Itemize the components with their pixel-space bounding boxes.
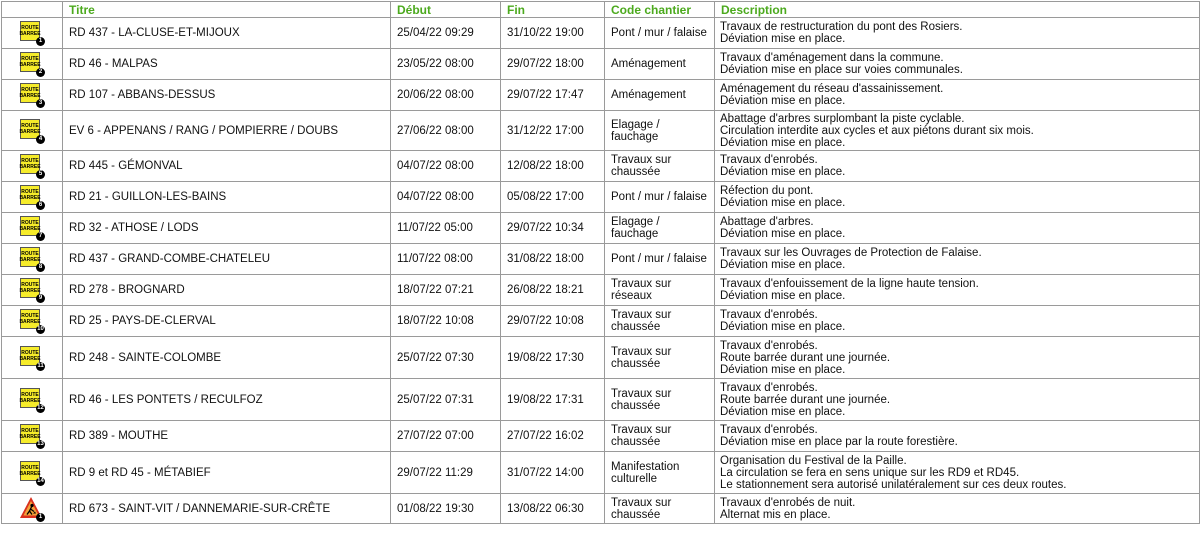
sign-line-1: ROUTE [21,391,39,398]
sign-number-badge: 7 [36,232,45,241]
row-end-date: 27/07/22 16:02 [501,421,605,452]
row-work-code: Travaux sur chaussée [605,306,715,337]
sign-number-badge: 14 [37,477,44,484]
header-title[interactable]: Titre [63,2,391,18]
row-icon-cell [2,18,63,49]
row-title: RD 437 - GRAND-COMBE-CHATELEU [63,244,391,275]
route-barree-sign-icon [19,118,45,144]
sign-number-badge: 6 [36,201,45,210]
row-description: Travaux de restructuration du pont des Rosiers. Déviation mise en place. [715,18,1200,49]
sign-line-1: ROUTE [21,282,39,288]
row-work-code: Aménagement [605,80,715,111]
row-end-date: 29/07/22 10:08 [501,306,605,337]
row-start-date: 23/05/22 08:00 [391,49,501,80]
sign-line-2: BARREE [19,434,41,440]
sign-number-badge: 1 [36,513,45,522]
row-work-code: Travaux sur chaussée [605,379,715,421]
row-work-code: Aménagement [605,49,715,80]
row-description: Travaux d'enrobés de nuit. Alternat mis en place. [715,494,1200,524]
row-end-date: 31/07/22 14:00 [501,452,605,494]
row-work-code: Manifestation culturelle [605,452,715,494]
table-body [2,18,1200,524]
row-title: EV 6 - APPENANS / RANG / POMPIERRE / DOUBS [63,111,391,151]
row-description: Travaux d'enrobés. Route barrée durant une journée. Déviation mise en place. [715,337,1200,379]
row-icon-cell [2,213,63,244]
roadworks-table [1,1,1200,524]
table-row[interactable] [2,421,1200,452]
sign-line-1: ROUTE [21,122,39,129]
row-icon-cell [2,275,63,306]
route-barree-sign-icon [19,153,45,179]
sign-line-2: BARREE [19,397,41,404]
row-title: RD 445 - GÉMONVAL [63,151,391,182]
route-barree-sign-icon [19,184,45,210]
row-work-code: Elagage / fauchage [605,213,715,244]
sign-number-badge: 9 [36,294,45,303]
row-title: RD 21 - GUILLON-LES-BAINS [63,182,391,213]
row-end-date: 12/08/22 18:00 [501,151,605,182]
row-start-date: 29/07/22 11:29 [391,452,501,494]
row-icon-cell [2,151,63,182]
header-start[interactable]: Début [391,2,501,18]
row-end-date: 31/10/22 19:00 [501,18,605,49]
row-start-date: 25/07/22 07:30 [391,337,501,379]
row-start-date: 27/07/22 07:00 [391,421,501,452]
row-start-date: 01/08/22 19:30 [391,494,501,524]
row-icon-cell [2,379,63,421]
row-title: RD 437 - LA-CLUSE-ET-MIJOUX [63,18,391,49]
row-work-code: Pont / mur / falaise [605,244,715,275]
row-description: Travaux d'enrobés. Déviation mise en place. [715,306,1200,337]
row-icon-cell [2,80,63,111]
row-description: Travaux sur les Ouvrages de Protection de Falaise. Déviation mise en place. [715,244,1200,275]
sign-number-badge: 2 [36,68,45,77]
row-description: Organisation du Festival de la Paille. La circulation se fera en sens unique sur les RD9 et RD45. Le stationnement sera autorisé unilatéralement sur ces deux routes. [715,452,1200,494]
row-title: RD 9 et RD 45 - MÉTABIEF [63,452,391,494]
sign-number-badge: 5 [36,170,45,179]
row-description: Travaux d'enrobés. Déviation mise en place par la route forestière. [715,421,1200,452]
sign-line-1: ROUTE [21,428,39,434]
row-work-code: Travaux sur chaussée [605,337,715,379]
route-barree-sign-icon [19,345,45,371]
sign-number-badge: 11 [37,362,44,369]
row-icon-cell [2,244,63,275]
sign-line-2: BARREE [19,31,41,37]
table-header [2,2,1200,18]
row-description: Travaux d'enfouissement de la ligne haute tension. Déviation mise en place. [715,275,1200,306]
sign-line-2: BARREE [19,226,41,232]
sign-line-2: BARREE [19,93,41,99]
sign-number-badge: 3 [36,99,45,108]
row-end-date: 29/07/22 18:00 [501,49,605,80]
sign-line-2: BARREE [19,128,41,135]
row-work-code: Elagage / fauchage [605,111,715,151]
table-row[interactable] [2,494,1200,524]
sign-line-1: ROUTE [21,251,39,257]
row-end-date: 19/08/22 17:30 [501,337,605,379]
route-barree-sign-icon [19,246,45,272]
table-row[interactable] [2,80,1200,111]
sign-number-badge: 10 [37,326,44,332]
sign-number-badge: 13 [37,441,44,447]
route-barree-sign-icon [19,82,45,108]
sign-line-2: BARREE [19,164,41,170]
route-barree-sign-icon [19,308,45,334]
row-start-date: 18/07/22 10:08 [391,306,501,337]
header-description[interactable]: Description [715,2,1200,18]
row-end-date: 31/12/22 17:00 [501,111,605,151]
row-start-date: 20/06/22 08:00 [391,80,501,111]
roadworks-warning-icon [19,496,45,522]
row-work-code: Pont / mur / falaise [605,182,715,213]
row-description: Travaux d'aménagement dans la commune. Déviation mise en place sur voies communales. [715,49,1200,80]
row-title: RD 389 - MOUTHE [63,421,391,452]
header-end[interactable]: Fin [501,2,605,18]
sign-line-2: BARREE [19,62,41,68]
table-row[interactable] [2,182,1200,213]
row-title: RD 32 - ATHOSE / LODS [63,213,391,244]
row-icon-cell [2,111,63,151]
row-start-date: 27/06/22 08:00 [391,111,501,151]
sign-line-1: ROUTE [21,189,39,195]
row-title: RD 278 - BROGNARD [63,275,391,306]
sign-line-2: BARREE [19,470,41,477]
sign-number-badge: 1 [36,37,45,46]
row-icon-cell [2,337,63,379]
row-description: Travaux d'enrobés. Route barrée durant une journée. Déviation mise en place. [715,379,1200,421]
route-barree-sign-icon [19,51,45,77]
row-icon-cell [2,306,63,337]
row-icon-cell [2,182,63,213]
row-title: RD 46 - LES PONTETS / RECULFOZ [63,379,391,421]
row-icon-cell [2,49,63,80]
table-row[interactable] [2,18,1200,49]
row-end-date: 29/07/22 17:47 [501,80,605,111]
row-end-date: 26/08/22 18:21 [501,275,605,306]
route-barree-sign-icon [19,423,45,449]
route-barree-sign-icon [19,20,45,46]
route-barree-sign-icon [19,215,45,241]
sign-line-1: ROUTE [21,313,39,319]
sign-line-1: ROUTE [21,349,39,356]
table-row[interactable] [2,337,1200,379]
row-title: RD 107 - ABBANS-DESSUS [63,80,391,111]
route-barree-sign-icon [19,387,45,413]
table-row[interactable] [2,244,1200,275]
row-work-code: Travaux sur chaussée [605,421,715,452]
table-row[interactable] [2,49,1200,80]
sign-line-1: ROUTE [21,464,39,471]
row-work-code: Travaux sur chaussée [605,151,715,182]
sign-line-1: ROUTE [21,56,39,62]
header-row [2,2,1200,18]
sign-line-2: BARREE [19,319,41,325]
row-end-date: 31/08/22 18:00 [501,244,605,275]
row-end-date: 19/08/22 17:31 [501,379,605,421]
row-title: RD 248 - SAINTE-COLOMBE [63,337,391,379]
sign-line-1: ROUTE [21,87,39,93]
sign-line-2: BARREE [19,195,41,201]
row-title: RD 46 - MALPAS [63,49,391,80]
route-barree-sign-icon [19,460,45,486]
sign-line-1: ROUTE [21,220,39,226]
route-barree-sign-icon [19,277,45,303]
row-work-code: Pont / mur / falaise [605,18,715,49]
row-end-date: 13/08/22 06:30 [501,494,605,524]
row-start-date: 11/07/22 08:00 [391,244,501,275]
sign-line-1: ROUTE [21,25,39,31]
sign-line-1: ROUTE [21,158,39,164]
row-description: Aménagement du réseau d'assainissement. Déviation mise en place. [715,80,1200,111]
table-row[interactable] [2,151,1200,182]
row-description: Travaux d'enrobés. Déviation mise en place. [715,151,1200,182]
row-icon-cell [2,421,63,452]
sign-number-badge: 4 [36,135,45,144]
row-work-code: Travaux sur réseaux [605,275,715,306]
sign-line-2: BARREE [19,288,41,294]
sign-number-badge: 12 [37,404,44,411]
row-title: RD 25 - PAYS-DE-CLERVAL [63,306,391,337]
table-row[interactable] [2,213,1200,244]
row-icon-cell [2,452,63,494]
table-row[interactable] [2,452,1200,494]
row-start-date: 18/07/22 07:21 [391,275,501,306]
row-start-date: 04/07/22 08:00 [391,182,501,213]
row-title: RD 673 - SAINT-VIT / DANNEMARIE-SUR-CRÊTE [63,494,391,524]
table-row[interactable] [2,306,1200,337]
row-icon-cell [2,494,63,524]
row-description: Abattage d'arbres surplombant la piste cyclable. Circulation interdite aux cycles et aux piétons durant six mois. Déviation mise en place. [715,111,1200,151]
sign-line-2: BARREE [19,355,41,362]
row-work-code: Travaux sur chaussée [605,494,715,524]
sign-line-2: BARREE [19,257,41,263]
table-row[interactable] [2,275,1200,306]
sign-number-badge: 8 [36,263,45,272]
header-icon [2,2,63,18]
row-start-date: 25/07/22 07:31 [391,379,501,421]
table-row[interactable] [2,111,1200,151]
row-end-date: 29/07/22 10:34 [501,213,605,244]
header-code[interactable]: Code chantier [605,2,715,18]
table-row[interactable] [2,379,1200,421]
row-description: Abattage d'arbres. Déviation mise en place. [715,213,1200,244]
row-end-date: 05/08/22 17:00 [501,182,605,213]
row-description: Réfection du pont. Déviation mise en place. [715,182,1200,213]
row-start-date: 25/04/22 09:29 [391,18,501,49]
row-start-date: 04/07/22 08:00 [391,151,501,182]
row-start-date: 11/07/22 05:00 [391,213,501,244]
